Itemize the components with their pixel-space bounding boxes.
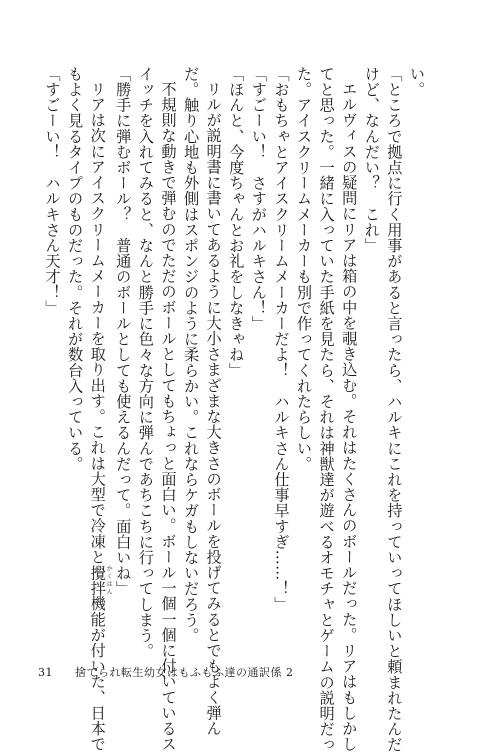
text-line: 「すごーい！ さすがハルキさん！」 bbox=[249, 66, 268, 332]
page-footer bbox=[38, 664, 294, 680]
text-line: リアは次にアイスクリームメーカーを取り出す。これは大型で冷凍と攪拌かくはん機能が付いた、日本で bbox=[88, 81, 113, 752]
text-line: 不規則な動きで弾むのでただのボールとしてもちょっと面白い。ボール一個一個に付いているス bbox=[159, 81, 178, 752]
text-line: 「ところで拠点に行く用事があると言ったら、ハルキにこれを持っていってほしいと頼まれたんだ bbox=[385, 66, 404, 752]
text-line: けど、なんだい？ これ」 bbox=[362, 66, 381, 254]
text-line: 「勝手に弾むボール？ 普通のボールとしても使えるんだって。面白いね」 bbox=[114, 66, 133, 597]
text-line: だ。触り心地も外側はスポンジのように柔らかい。これならケガもしないだろう。 bbox=[182, 66, 201, 644]
text-line: 「すごーい！ ハルキさん天才！」 bbox=[43, 66, 62, 316]
text-line: イッチを入れてみると、なんと勝手に色々な方向に弾んであちこちに行ってしまう。 bbox=[136, 66, 155, 659]
text-line: 「おもちゃとアイスクリームメーカーだよ！ ハルキさん仕事早すぎ……！」 bbox=[272, 66, 291, 612]
ruby-annotation: 攪拌かくはん bbox=[88, 564, 113, 596]
running-title: 捨てられ転生幼女はもふもふ達の通訳係 2 bbox=[75, 666, 294, 679]
page-number: 31 bbox=[38, 666, 53, 679]
text-line: 「ほんと、今度ちゃんとお礼をしなきゃね」 bbox=[227, 66, 246, 378]
text-line: た。アイスクリームメーカーも別で作ってくれたらしい。 bbox=[295, 66, 314, 472]
text-line: エルヴィスの疑問にリアは箱の中を覗き込む。それはたくさんのボールだった。リアはもしかし bbox=[340, 81, 359, 752]
text-line: てと思った。一緒に入っていた手紙を見たら、それは神獣達が遊べるオモチャとゲームの説明だっ bbox=[317, 66, 336, 752]
text-line: リルが説明書に書いてあるように大小さまざまな大きさのボールを投げてみるとでもよく弾ん bbox=[204, 81, 223, 737]
text-line: もよく見るタイプのものだった。それが数台入っている。 bbox=[66, 66, 85, 472]
text-line: い。 bbox=[408, 66, 426, 98]
